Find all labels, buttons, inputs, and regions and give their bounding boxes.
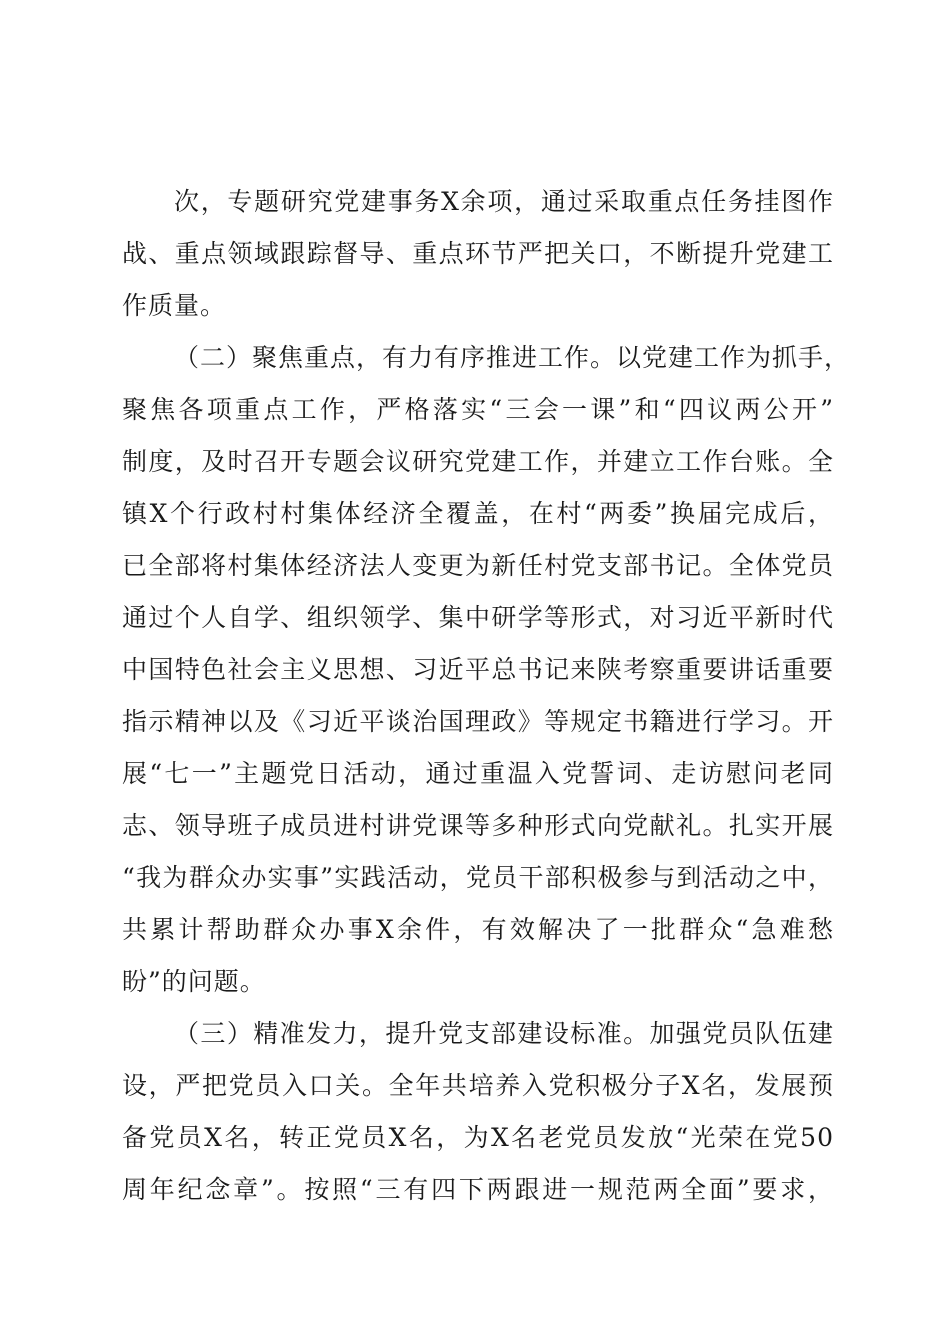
text-line: 作质量。 xyxy=(122,291,227,320)
text-line: 已全部将村集体经济法人变更为新任村党支部书记。全体党员 xyxy=(122,551,834,580)
text-line: 镇X个行政村村集体经济全覆盖，在村“两委”换届完成后， xyxy=(122,499,834,528)
text-line: 制度，及时召开专题会议研究党建工作，并建立工作台账。全 xyxy=(122,447,834,476)
text-line: 设，严把党员入口关。全年共培养入党积极分子X名，发展预 xyxy=(122,1071,834,1100)
text-line: 展“七一”主题党日活动，通过重温入党誓词、走访慰问老同 xyxy=(122,759,834,788)
text-line: 志、领导班子成员进村讲党课等多种形式向党献礼。扎实开展 xyxy=(122,811,834,840)
section-heading-line: （三）精准发力，提升党支部建设标准。加强党员队伍建 xyxy=(174,1019,834,1048)
text-line: 次，专题研究党建事务X余项，通过采取重点任务挂图作 xyxy=(174,187,834,216)
text-line: 通过个人自学、组织领学、集中研学等形式，对习近平新时代 xyxy=(122,603,834,632)
text-line: 周年纪念章”。按照“三有四下两跟进一规范两全面”要求， xyxy=(122,1175,834,1204)
text-line: 战、重点领域跟踪督导、重点环节严把关口，不断提升党建工 xyxy=(122,239,834,268)
text-line: 聚焦各项重点工作，严格落实“三会一课”和“四议两公开” xyxy=(122,395,834,424)
section-heading-line: （二）聚焦重点，有力有序推进工作。以党建工作为抓手， xyxy=(174,343,851,372)
text-line: 盼”的问题。 xyxy=(122,967,266,996)
text-line: 指示精神以及《习近平谈治国理政》等规定书籍进行学习。开 xyxy=(122,707,834,736)
text-line: 备党员X名，转正党员X名，为X名老党员发放“光荣在党50 xyxy=(122,1123,834,1152)
text-line: “我为群众办实事”实践活动，党员干部积极参与到活动之中， xyxy=(122,863,834,892)
text-line: 共累计帮助群众办事X余件，有效解决了一批群众“急难愁 xyxy=(122,915,834,944)
text-line: 中国特色社会主义思想、习近平总书记来陕考察重要讲话重要 xyxy=(122,655,834,684)
